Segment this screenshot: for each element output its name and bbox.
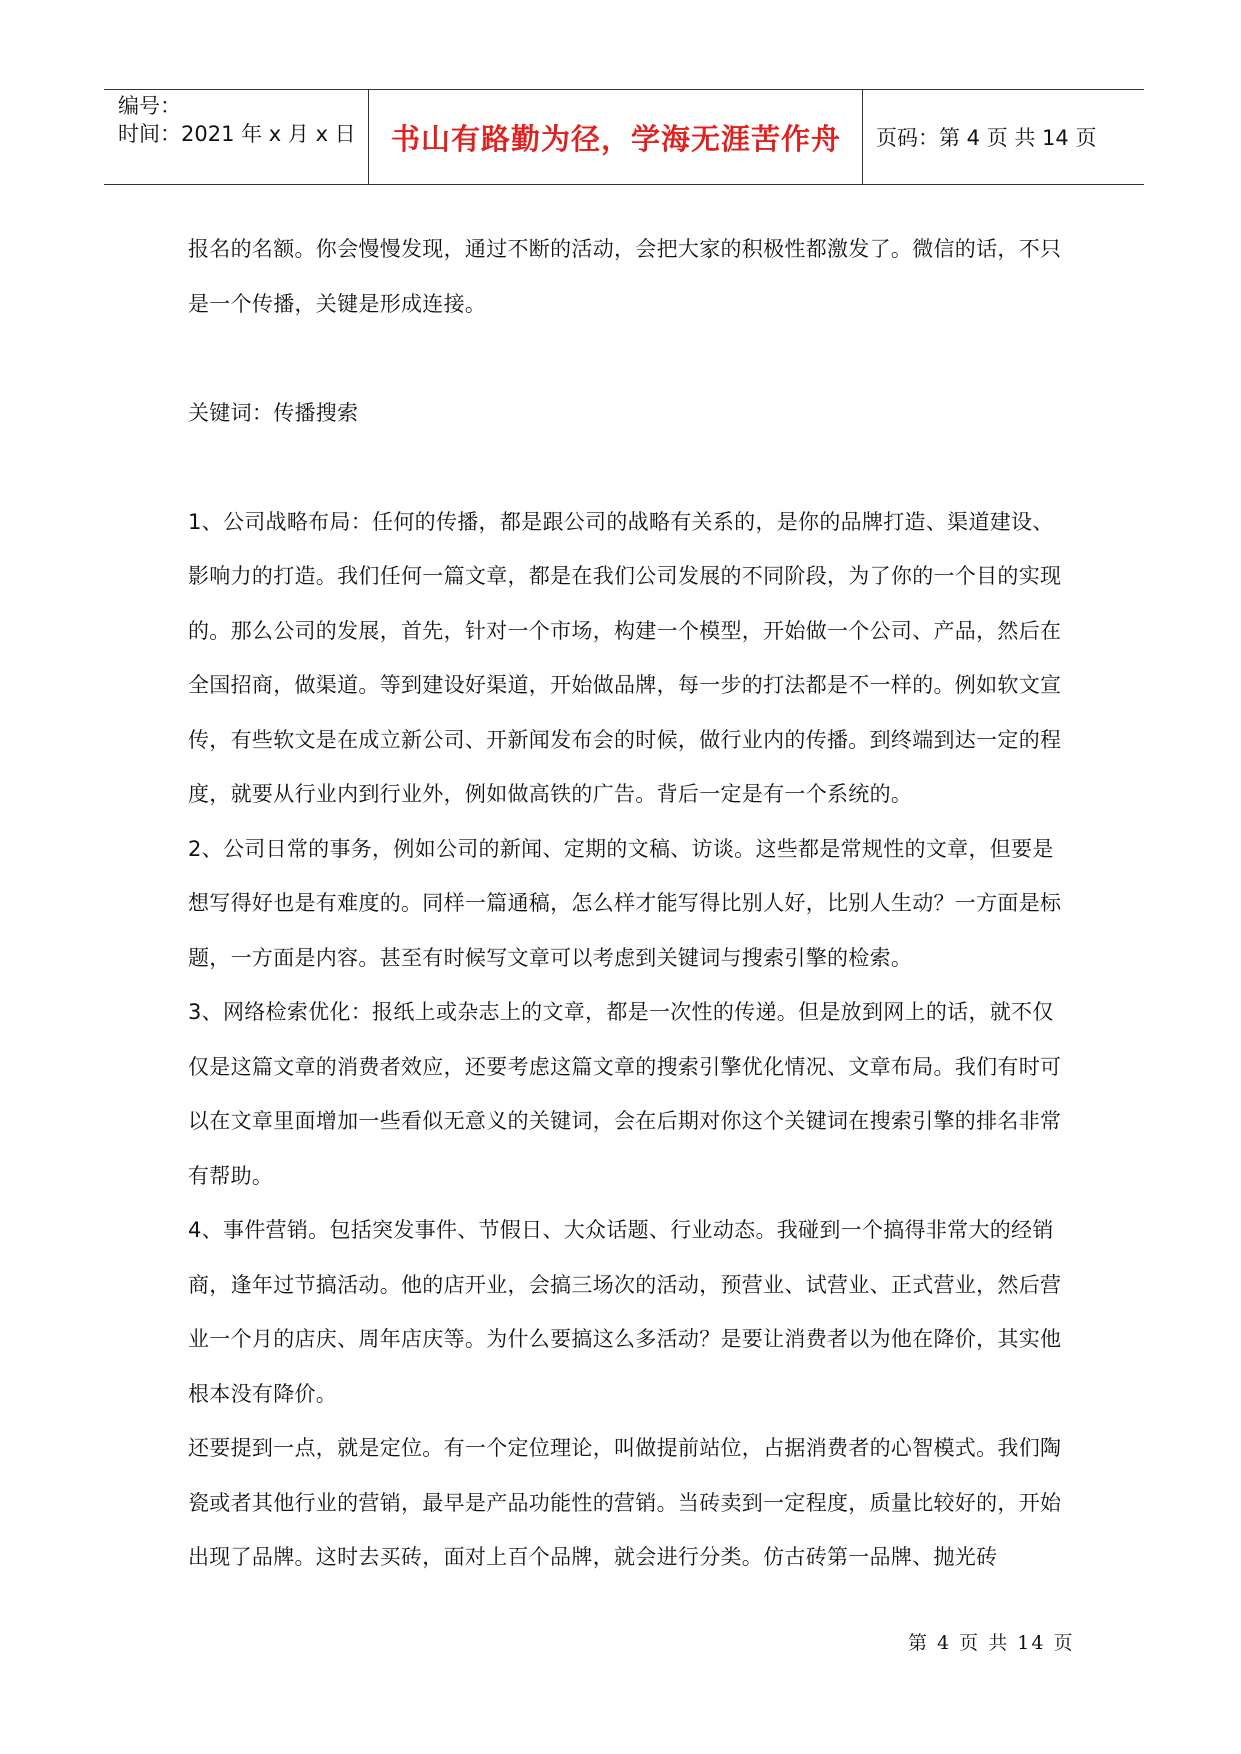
paragraph-event-marketing: 4、事件营销。包括突发事件、节假日、大众话题、行业动态。我碰到一个搞得非常大的经销商，逢年过节搞活动。他的店开业，会搞三场次的活动，预营业、试营业、正式营业，然后营业一个月的店庆、周年店庆等。为什么要搞这么多活动？是要让消费者以为他在降价，其实他根本没有降价。 — [188, 1218, 1062, 1406]
paragraph-daily-affairs: 2、公司日常的事务，例如公司的新闻、定期的文稿、访谈。这些都是常规性的文章，但要是想写得好也是有难度的。同样一篇通稿，怎么样才能写得比别人好，比别人生动？一方面是标题，一方面是内容。甚至有时候写文章可以考虑到关键词与搜索引擎的检索。 — [188, 836, 1062, 970]
paragraph-positioning: 还要提到一点，就是定位。有一个定位理论，叫做提前站位，占据消费者的心智模式。我们陶瓷或者其他行业的营销，最早是产品功能性的营销。当砖卖到一定程度，质量比较好的，开始出现了品牌。这时去买砖，面对上百个品牌，就会进行分类。仿古砖第一品牌、抛光砖 — [188, 1436, 1062, 1569]
header-motto: 书山有路勤为径，学海无涯苦作舟 — [390, 121, 841, 156]
serial-number-label: 编号： — [118, 94, 181, 118]
spacer — [188, 331, 1068, 386]
paragraph-continued: 报名的名额。你会慢慢发现，通过不断的活动，会把大家的积极性都激发了。微信的话，不只是一个传播，关键是形成连接。 — [188, 237, 1062, 316]
spacer — [188, 440, 1068, 495]
paragraph-strategy: 1、公司战略布局：任何的传播，都是跟公司的战略有关系的，是你的品牌打造、渠道建设、影响力的打造。我们任何一篇文章，都是在我们公司发展的不同阶段，为了你的一个目的实现的。那么公司的发展，首先，针对一个市场，构建一个模型，开始做一个公司、产品，然后在全国招商，做渠道。等到建设好渠道，开始做品牌，每一步的打法都是不一样的。例如软文宣传，有些软文是在成立新公司、开新闻发布会的时候，做行业内的传播。到终端到达一定的程度，就要从行业内到行业外，例如做高铁的广告。背后一定是有一个系统的。 — [188, 509, 1062, 806]
keywords-line: 关键词：传播搜索 — [188, 400, 359, 425]
document-body — [188, 222, 1068, 1585]
paragraph-search-optimization: 3、网络检索优化：报纸上或杂志上的文章，都是一次性的传递。但是放到网上的话，就不仅仅是这篇文章的消费者效应，还要考虑这篇文章的搜索引擎优化情况、文章布局。我们有时可以在文章里面增加一些看似无意义的关键词，会在后期对你这个关键词在搜索引擎的排名非常有帮助。 — [188, 1000, 1062, 1188]
page-footer: 第 4 页 共 14 页 — [908, 1632, 1075, 1654]
date-label: 时间：2021 年 x 月 x 日 — [118, 122, 356, 146]
page-header — [104, 89, 1144, 185]
header-meta — [118, 90, 358, 184]
header-divider — [862, 90, 863, 184]
header-page-code: 页码：第 4 页 共 14 页 — [876, 126, 1097, 150]
header-divider — [368, 90, 369, 184]
